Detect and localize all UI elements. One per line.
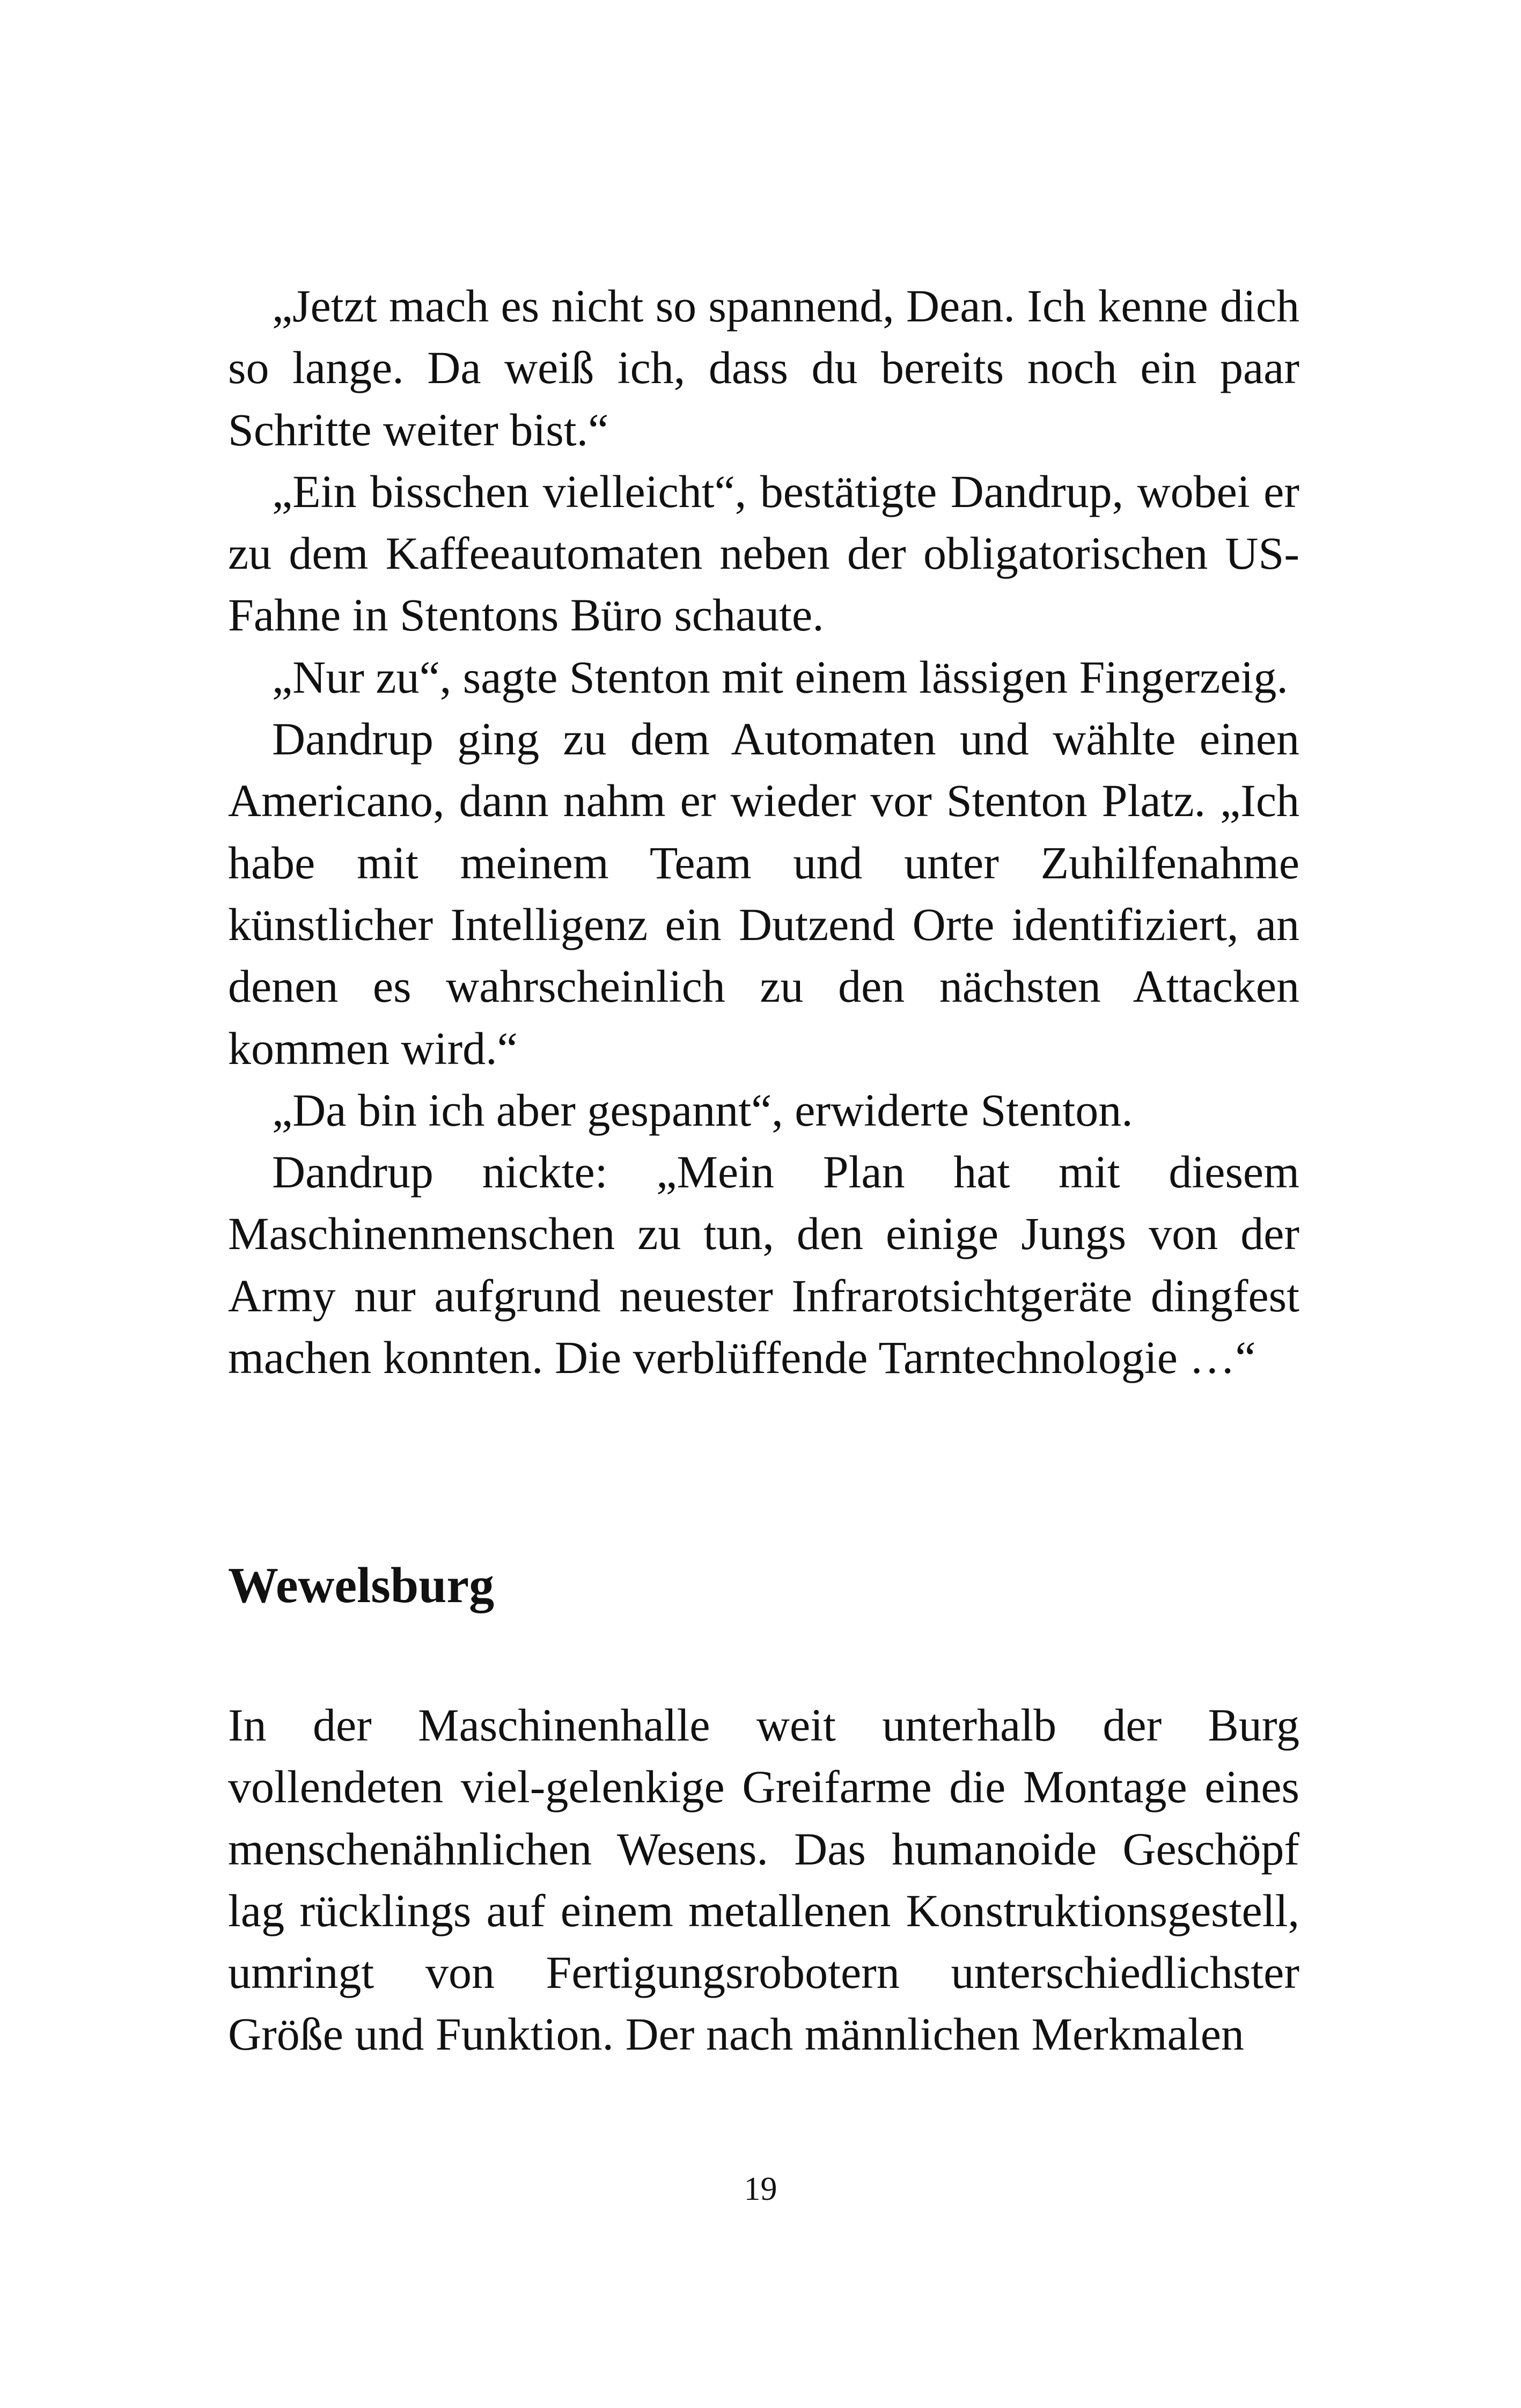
- chapter-text-section: [228, 275, 1299, 1389]
- page-number: 19: [744, 2171, 777, 2207]
- paragraph: Dandrup nickte: „Mein Plan hat mit diesem Maschinenmenschen zu tun, den einige Jungs von der Army nur aufgrund neuester Infrarotsichtgeräte dingfest machen konnten. Die verblüffende Tarntechnologie …“: [228, 1146, 1299, 1384]
- paragraph: „Da bin ich aber gespannt“, erwiderte Stenton.: [272, 1084, 1133, 1136]
- paragraph: In der Maschinenhalle weit unterhalb der Burg vollendeten viel-gelenkige Greifarme die Montage eines menschenähnlichen Wesens. Das humanoide Geschöpf lag rücklings auf einem metallenen Konstruktionsgestell, umringt von Fertigungsrobotern unterschiedlichster Größe und Funktion. Der nach männlichen Merkmalen: [228, 1699, 1299, 2060]
- paragraph: „Nur zu“, sagte Stenton mit einem lässigen Fingerzeig.: [272, 651, 1288, 703]
- paragraph: „Ein bisschen vielleicht“, bestätigte Dandrup, wobei er zu dem Kaffeeautomaten neben der obligatorischen US-Fahne in Stentons Büro schaute.: [228, 465, 1299, 641]
- paragraph: „Jetzt mach es nicht so spannend, Dean. Ich kenne dich so lange. Da weiß ich, dass du bereits noch ein paar Schritte weiter bist.“: [228, 280, 1299, 456]
- section-body-text: [228, 1694, 1299, 2066]
- paragraph: Dandrup ging zu dem Automaten und wählte einen Americano, dann nahm er wieder vor Stenton Platz. „Ich habe mit meinem Team und unter Zuhilfenahme künstlicher Intelligenz ein Dutzend Orte identifiziert, an denen es wahrscheinlich zu den nächsten Attacken kommen wird.“: [228, 713, 1299, 1074]
- section-heading: Wewelsburg: [228, 1558, 495, 1613]
